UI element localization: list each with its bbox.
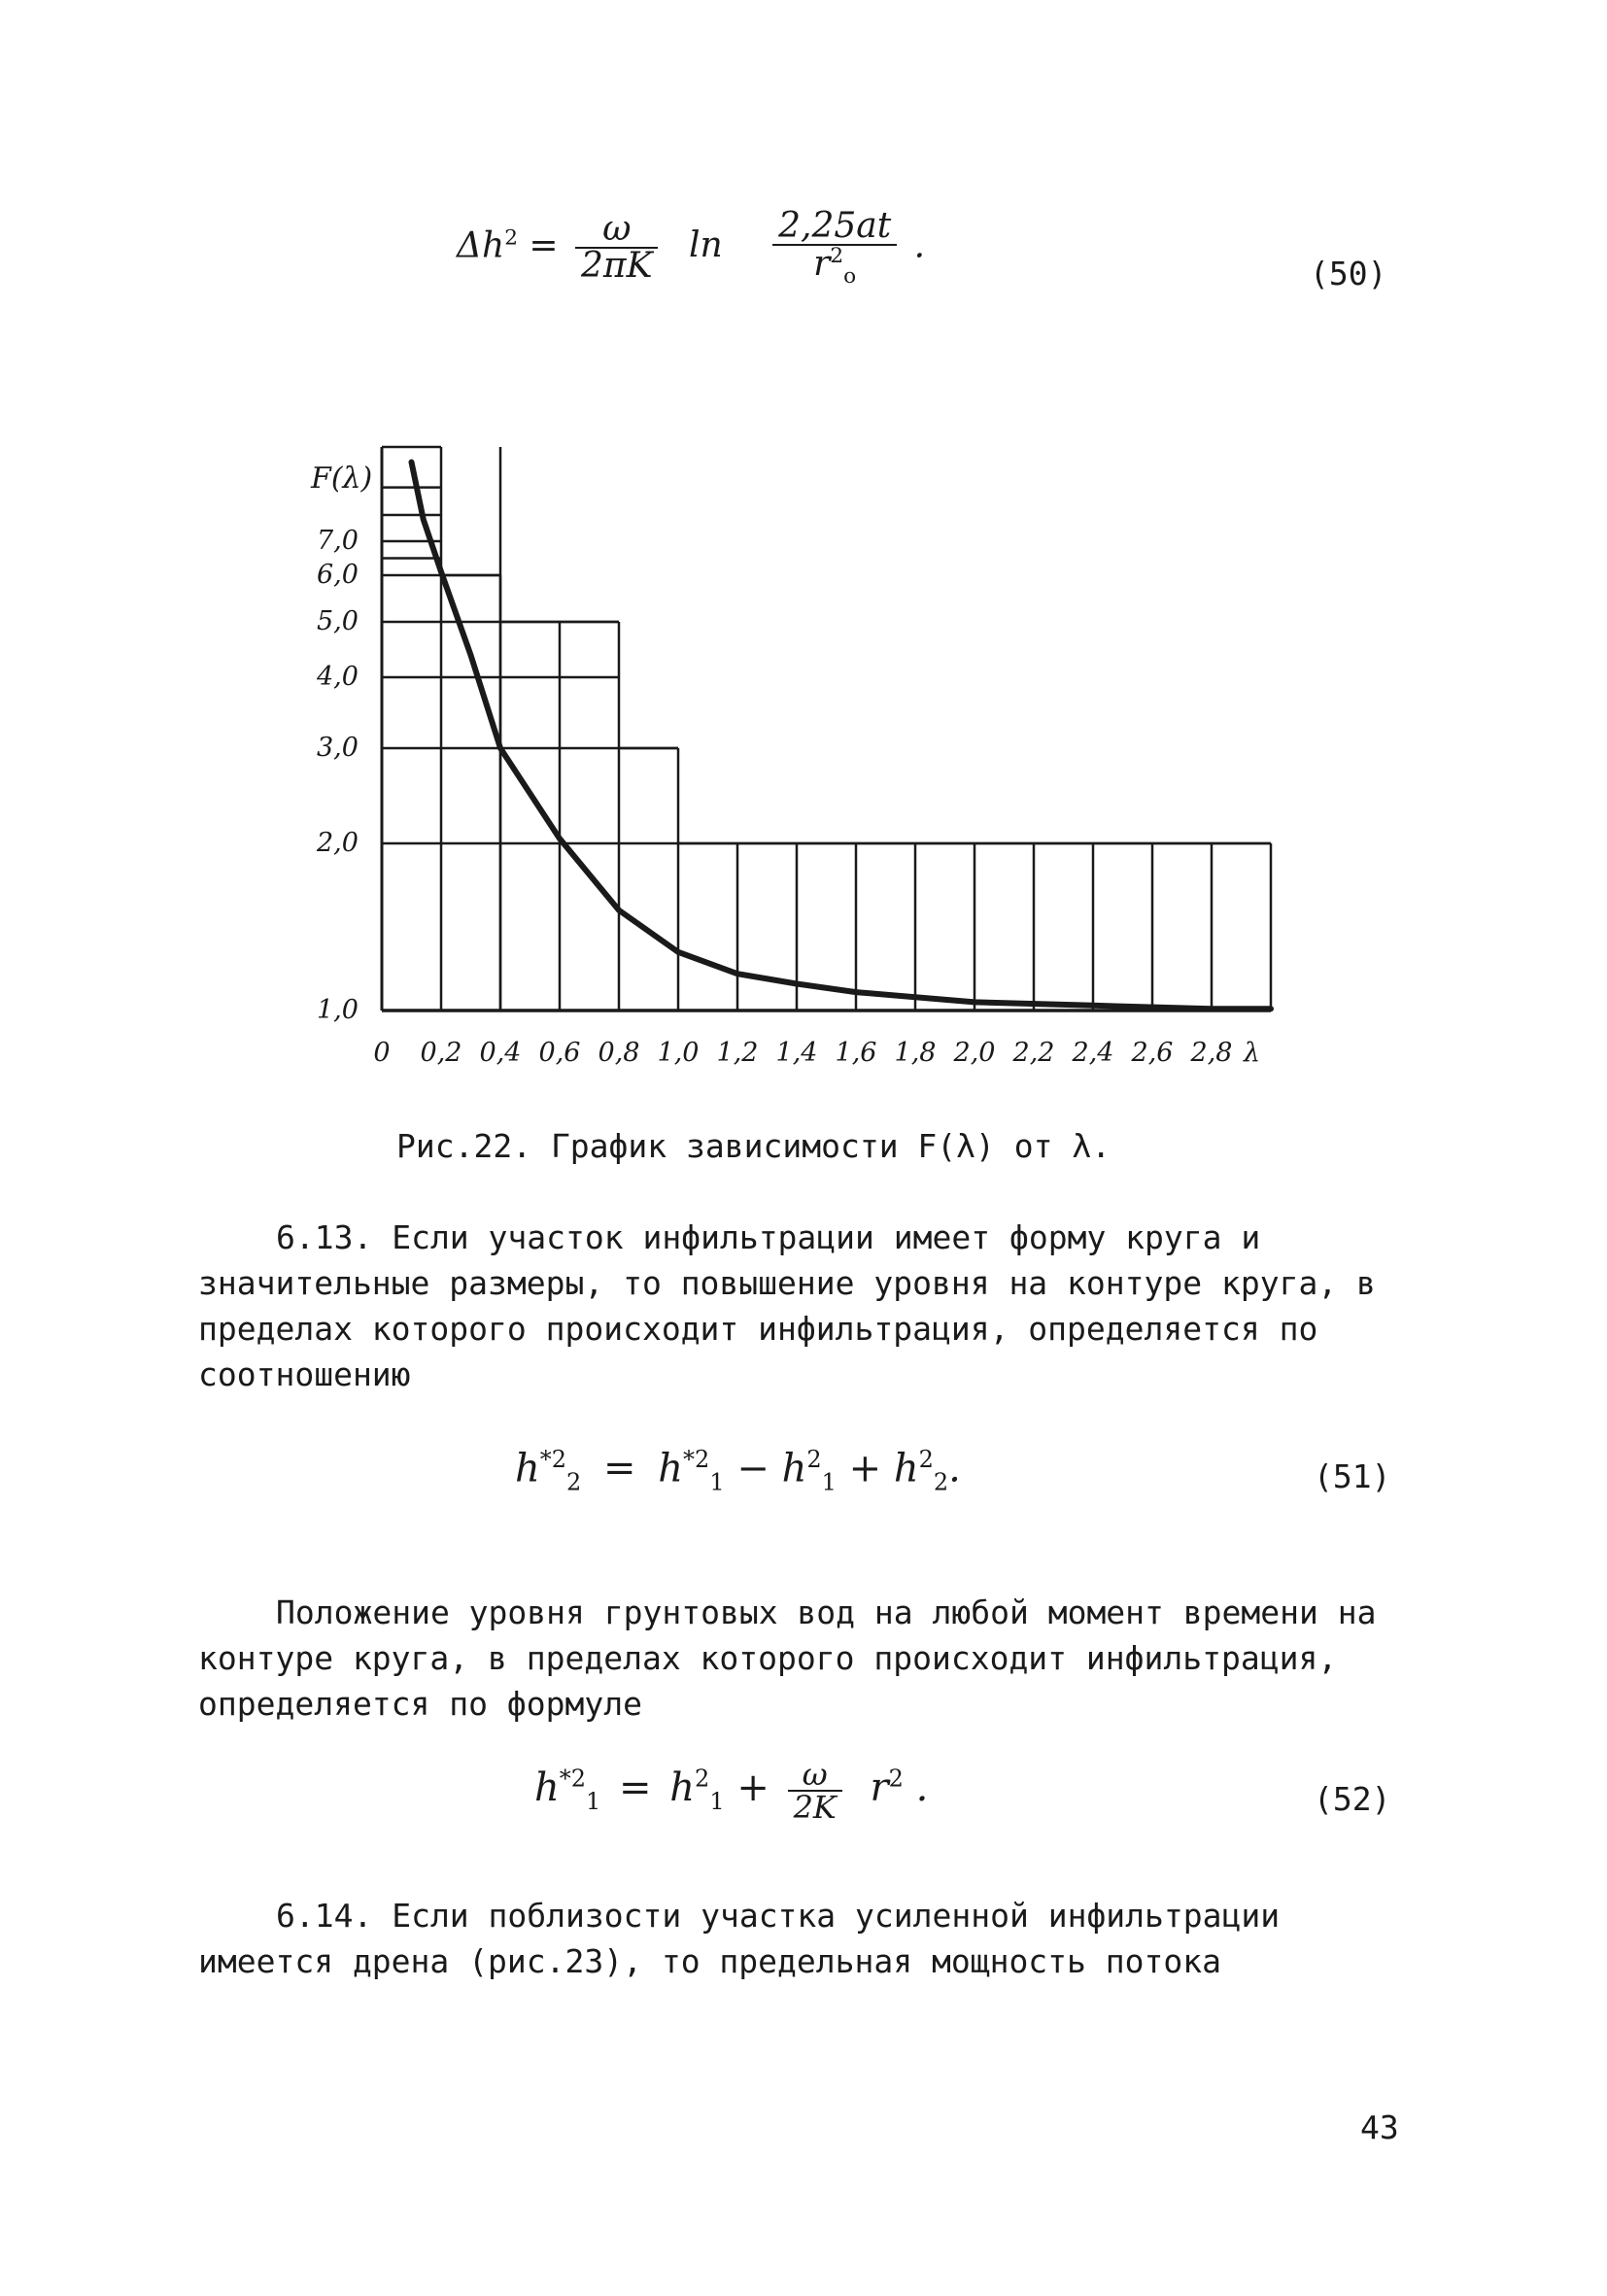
x-tick-label: 1,8: [894, 1038, 937, 1068]
y-tick-label: 5,0: [317, 606, 359, 636]
formula-52-fraction: $\frac{\omega}{2K}$: [788, 1759, 842, 1823]
y-tick-label: 2,0: [317, 828, 359, 858]
paragraph-groundwater: Положение уровня грунтовых вод на любой момент времени на контуре круга, в пределах которого происходит инфильтрация, определяется по формуле: [198, 1593, 1377, 1723]
formula-50: $\Delta h^2$ = $\frac{\omega}{2\pi K}$ ln $\frac{2,25at}{r^2_o}$ .: [457, 206, 926, 290]
formula-52-number: (52): [1314, 1780, 1391, 1818]
formula-50-ln: ln: [688, 225, 723, 266]
x-tick-label: 2,8: [1190, 1038, 1233, 1068]
x-tick-label: 1,6: [835, 1038, 877, 1068]
x-tick-label: 1,2: [716, 1038, 759, 1068]
x-tick-label: 0,4: [479, 1038, 522, 1068]
chart-grid: [382, 447, 1271, 1011]
x-tick-label: 1,0: [657, 1038, 700, 1068]
y-tick-label: 4,0: [317, 662, 359, 692]
paragraph-6-13: 6.13. Если участок инфильтрации имеет форму круга и значительные размеры, то повышение уровня на контуре круга, в пределах которого происходит инфильтрация, определяется по соотношению: [198, 1218, 1376, 1393]
x-tick-label: 0,8: [598, 1038, 640, 1068]
page-number: 43: [1360, 2108, 1399, 2146]
y-tick-label: 6,0: [317, 560, 359, 590]
y-tick-label: 1,0: [317, 995, 359, 1025]
x-tick-label: 1,4: [775, 1038, 818, 1068]
formula-50-fraction: $\frac{\omega}{2\pi K}$: [575, 212, 658, 284]
formula-50-number: (50): [1310, 255, 1387, 292]
chart-y-ticks: [316, 526, 359, 1025]
chart-x-axis-label: λ: [1244, 1038, 1261, 1068]
formula-50-argument: $\frac{2,25at}{r^2_o}$: [772, 209, 897, 288]
chart-curve-series: [412, 463, 1272, 1010]
formula-51-number: (51): [1314, 1457, 1391, 1495]
chart-y-axis-label: F(λ): [311, 462, 373, 496]
x-tick-label: 2,4: [1072, 1038, 1114, 1068]
formula-50-lhs: Δh: [457, 225, 505, 266]
y-tick-label: 7,0: [317, 526, 359, 556]
chart-caption: Рис.22. График зависимости F(λ) от λ.: [396, 1127, 1111, 1165]
chart-f-lambda: [291, 428, 1302, 1108]
chart-x-ticks: [373, 1038, 1232, 1068]
x-tick-label: 0,6: [538, 1038, 581, 1068]
x-tick-label: 2,6: [1131, 1038, 1174, 1068]
x-tick-label: 0: [373, 1038, 391, 1068]
paragraph-6-14: 6.14. Если поблизости участка усиленной инфильтрации имеется дрена (рис.23), то предельная мощность потока: [198, 1897, 1281, 1980]
x-tick-label: 0,2: [420, 1038, 462, 1068]
x-tick-label: 2,0: [953, 1038, 996, 1068]
formula-51: $h^{*2}_2 = h^{*2}_1 - h^2_1 + h^2_2$.: [515, 1446, 961, 1496]
y-tick-label: 3,0: [317, 733, 359, 763]
formula-52: $h^{*2}_1 = h^2_1$ + $\frac{\omega}{2K}$ $r^2$ .: [534, 1756, 929, 1826]
x-tick-label: 2,2: [1012, 1038, 1055, 1068]
